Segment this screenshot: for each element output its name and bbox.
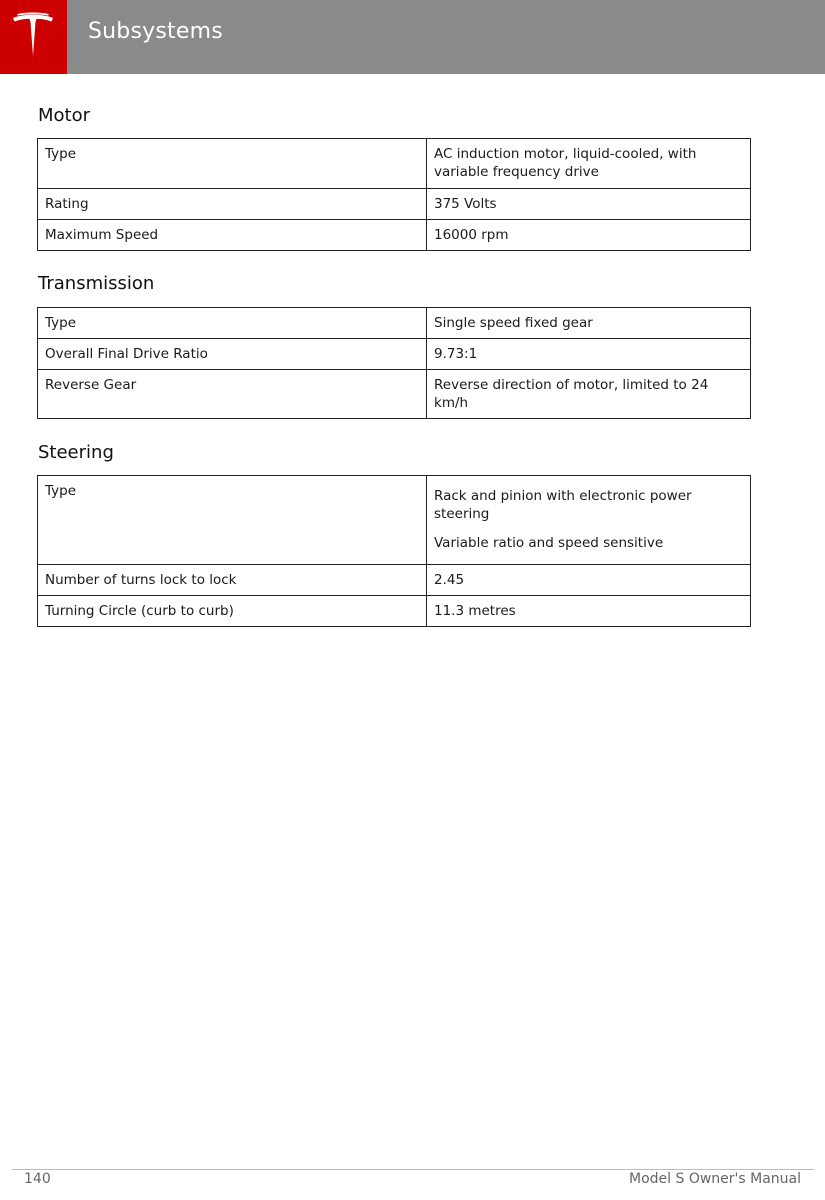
footer-divider: [12, 1169, 814, 1170]
spec-label: Rating: [38, 189, 427, 220]
section-title-motor: Motor: [38, 105, 91, 126]
spec-value: 2.45: [427, 565, 751, 596]
spec-label: Maximum Speed: [38, 220, 427, 251]
table-row: [38, 220, 751, 251]
spec-label: Reverse Gear: [38, 370, 427, 419]
spec-value: 9.73:1: [427, 339, 751, 370]
page-number: 140: [24, 1171, 51, 1187]
spec-value: Single speed fixed gear: [427, 308, 751, 339]
manual-title: Model S Owner's Manual: [629, 1171, 801, 1187]
spec-value-line: Rack and pinion with electronic power steering: [434, 488, 692, 522]
spec-label: Type: [38, 308, 427, 339]
table-row: [38, 565, 751, 596]
spec-value: Reverse direction of motor, limited to 24 km/h: [427, 370, 751, 419]
spec-label: Turning Circle (curb to curb): [38, 596, 427, 627]
table-row: [38, 139, 751, 189]
table-row: [38, 596, 751, 627]
spec-value-line: Variable ratio and speed sensitive: [434, 535, 664, 551]
spec-value: 375 Volts: [427, 189, 751, 220]
tesla-logo-icon: [11, 12, 55, 58]
table-row: [38, 308, 751, 339]
spec-value: 11.3 metres: [427, 596, 751, 627]
motor-spec-table: [37, 138, 751, 251]
spec-label: Type: [38, 139, 427, 189]
table-row: [38, 370, 751, 419]
spec-label: Type: [38, 476, 427, 565]
table-row: [38, 339, 751, 370]
spec-value: AC induction motor, liquid-cooled, with variable frequency drive: [427, 139, 751, 189]
section-title-steering: Steering: [38, 442, 114, 463]
page-title: Subsystems: [88, 19, 223, 44]
spec-label: Overall Final Drive Ratio: [38, 339, 427, 370]
brand-logo: [0, 0, 67, 74]
transmission-spec-table: [37, 307, 751, 419]
steering-spec-table: [37, 475, 751, 627]
table-row: [38, 476, 751, 565]
spec-label: Number of turns lock to lock: [38, 565, 427, 596]
spec-value: [427, 476, 751, 565]
spec-value: 16000 rpm: [427, 220, 751, 251]
page-header: [0, 0, 825, 74]
table-row: [38, 189, 751, 220]
section-title-transmission: Transmission: [38, 273, 155, 294]
